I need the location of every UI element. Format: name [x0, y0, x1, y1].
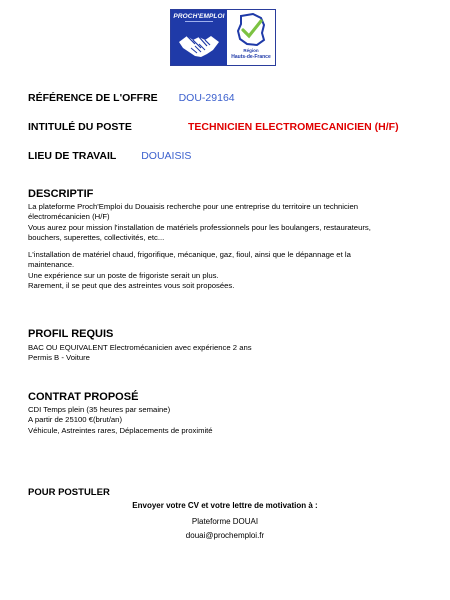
- postuler-instruction: Envoyer votre CV et votre lettre de motivation à :: [132, 501, 318, 510]
- location-value: DOUAISIS: [141, 150, 192, 162]
- location-label: LIEU DE TRAVAIL: [28, 150, 117, 162]
- profil-heading: PROFIL REQUIS: [28, 328, 114, 340]
- job-title-value: TECHNICIEN ELECTROMECANICIEN (H/F): [188, 121, 399, 133]
- descriptif-line: Vous aurez pour mission l'installation de matériels professionnels pour les boulangers, restaurateurs,: [28, 222, 371, 232]
- prochemploi-logo: [170, 9, 276, 66]
- location-row: [28, 150, 191, 162]
- region-label-line1: Région: [243, 48, 259, 53]
- reference-value: DOU-29164: [178, 92, 235, 104]
- reference-row: [28, 92, 235, 104]
- descriptif-paragraph-2: [28, 250, 428, 292]
- hauts-de-france-map-icon: [235, 13, 267, 47]
- descriptif-line: La plateforme Proch'Emploi du Douaisis recherche pour une entreprise du territoire un technicien: [28, 202, 359, 211]
- region-label-line2: Hauts-de-France: [231, 54, 271, 60]
- region-logo-panel: [227, 10, 275, 65]
- profil-line: BAC OU EQUIVALENT Electromécanicien avec expérience 2 ans: [28, 343, 252, 352]
- descriptif-line: électromécanicien (H/F): [28, 212, 110, 222]
- contrat-line: CDI Temps plein (35 heures par semaine): [28, 405, 171, 414]
- contrat-heading: CONTRAT PROPOSÉ: [28, 391, 139, 403]
- logo-brand-panel: [171, 10, 227, 65]
- job-title-label: INTITULÉ DU POSTE: [28, 121, 132, 133]
- logo-brand-underline: [185, 21, 213, 22]
- postuler-platform: Plateforme DOUAI: [191, 517, 259, 526]
- descriptif-line: Rarement, il se peut que des astreintes vous soit proposées.: [28, 281, 235, 291]
- descriptif-line: Une expérience sur un poste de frigoriste serait un plus.: [28, 270, 219, 280]
- handshake-icon: [177, 26, 221, 62]
- contrat-paragraph: [28, 405, 428, 436]
- descriptif-line: maintenance.: [28, 260, 75, 270]
- descriptif-heading: DESCRIPTIF: [28, 188, 94, 200]
- logo-brand-text: PROCH'EMPLOI: [173, 13, 225, 20]
- descriptif-line: bouchers, superettes, collectivités, etc...: [28, 233, 165, 243]
- postuler-heading: POUR POSTULER: [28, 487, 110, 498]
- profil-line: Permis B - Voiture: [28, 353, 90, 363]
- reference-label: RÉFÉRENCE DE L'OFFRE: [28, 92, 158, 104]
- descriptif-paragraph-1: [28, 202, 428, 244]
- profil-paragraph: [28, 343, 428, 364]
- contrat-line: A partir de 25100 €(brut/an): [28, 415, 123, 425]
- descriptif-line: L'installation de matériel chaud, frigorifique, mécanique, gaz, fioul, ainsi que le dépannage et la: [28, 250, 351, 259]
- contrat-line: Véhicule, Astreintes rares, Déplacements de proximité: [28, 425, 213, 435]
- postuler-email: douai@prochemploi.fr: [185, 531, 265, 540]
